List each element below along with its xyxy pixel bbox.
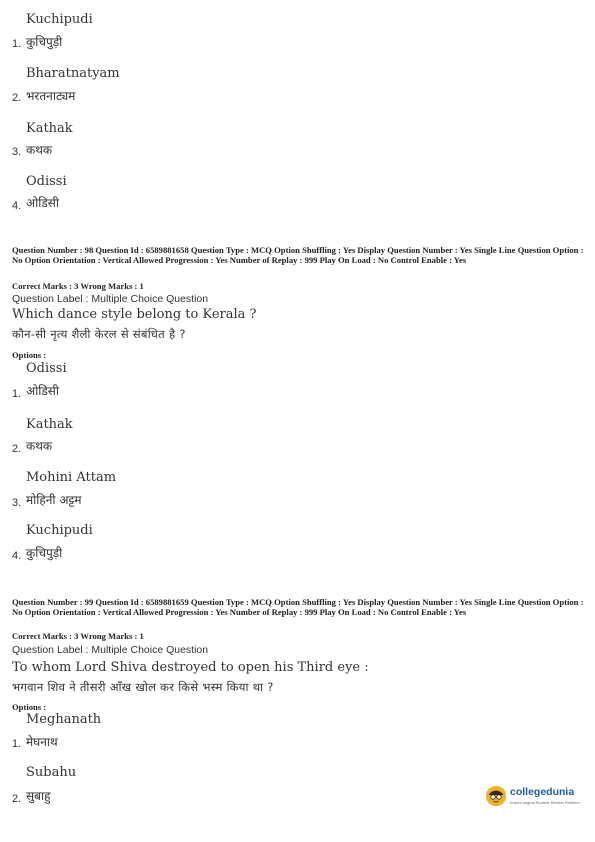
question-label: Question Label : Multiple Choice Question (12, 293, 209, 305)
question-metadata: Question Number : 98 Question Id : 6589881658 Question Type : MCQ Option Shuffling : Yes Display Question Number : Yes Single Line Question Option : No Option Orientation : Vertical Allowed Progression : Yes Number of Replay : 999 Play On Load : No Control Enable : Yes (12, 245, 584, 265)
option-english: Subahu (26, 765, 77, 780)
option-english: Odissi (26, 361, 67, 376)
option-english: Mohini Attam (26, 470, 117, 485)
option-hindi: कथक (26, 439, 53, 453)
option-hindi: कथक (26, 143, 53, 157)
question-text-hindi: कौन-सी नृत्य शैली केरल से संबंधित है ? (12, 327, 186, 341)
question-marks: Correct Marks : 3 Wrong Marks : 1 (12, 281, 144, 291)
collegedunia-logo (486, 785, 582, 811)
option-english: Odissi (26, 174, 67, 189)
brand-tagline: India's largest Student Review Platform (510, 800, 580, 805)
option-english: Kathak (26, 417, 73, 432)
option-english: Kathak (26, 121, 73, 136)
brand-name: collegedunia (510, 786, 575, 798)
option-english: Meghanath (26, 712, 102, 727)
option-number: 1. (12, 388, 22, 400)
option-hindi: भरतनाट्यम (26, 89, 76, 103)
option-hindi: मेघनाथ (26, 735, 58, 749)
option-hindi: ओडिसी (26, 196, 60, 210)
question-text-english: Which dance style belong to Kerala ? (12, 307, 257, 322)
option-number: 2. (12, 443, 22, 455)
option-english: Kuchipudi (26, 12, 93, 27)
option-number: 3. (12, 146, 22, 158)
options-heading: Options : (12, 350, 47, 360)
option-english: Kuchipudi (26, 523, 93, 538)
question-label: Question Label : Multiple Choice Question (12, 644, 209, 656)
question-metadata: Question Number : 99 Question Id : 6589881659 Question Type : MCQ Option Shuffling : Yes Display Question Number : Yes Single Line Question Option : No Option Orientation : Vertical Allowed Progression : Yes Number of Replay : 999 Play On Load : No Control Enable : Yes (12, 597, 584, 617)
option-hindi: मोहिनी अट्टम (26, 493, 82, 507)
option-hindi: सुबाहु (26, 789, 51, 803)
question-marks: Correct Marks : 3 Wrong Marks : 1 (12, 631, 144, 641)
options-heading: Options : (12, 702, 47, 712)
question-text-hindi: भगवान शिव ने तीसरी आँख खोल कर किसे भस्म किया था ? (12, 680, 274, 694)
option-english: Bharatnatyam (26, 66, 120, 81)
option-number: 4. (12, 200, 22, 212)
option-number: 3. (12, 497, 22, 509)
option-hindi: कुचिपुड़ी (26, 35, 63, 49)
option-number: 2. (12, 793, 22, 805)
option-hindi: ओडिसी (26, 384, 60, 398)
option-number: 4. (12, 550, 22, 562)
option-number: 2. (12, 92, 22, 104)
question-text-english: To whom Lord Shiva destroyed to open his Third eye : (12, 660, 369, 675)
option-number: 1. (12, 738, 22, 750)
mascot-icon (486, 786, 506, 806)
option-hindi: कुचिपुड़ी (26, 546, 63, 560)
option-number: 1. (12, 38, 22, 50)
